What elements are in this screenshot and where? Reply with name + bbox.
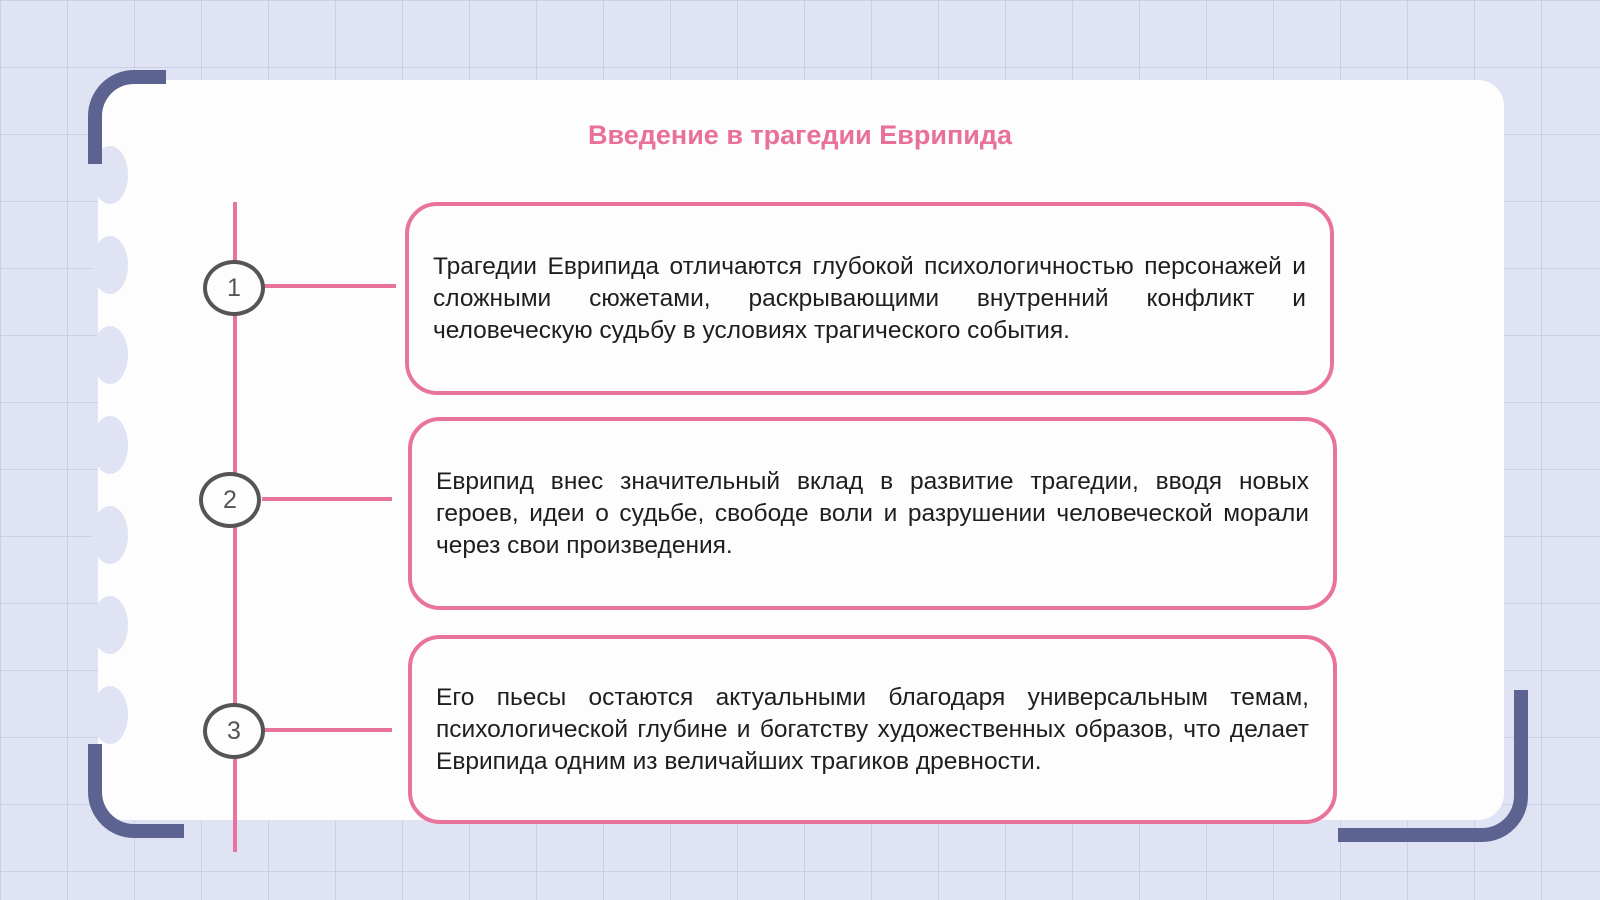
step-card-2	[408, 417, 1337, 610]
timeline-connector-1	[264, 284, 396, 288]
sheet-scallop	[92, 236, 128, 294]
sheet-scallop	[92, 326, 128, 384]
timeline-connector-2	[262, 497, 392, 501]
step-card-text: Еврипид внес значительный вклад в развитие трагедии, вводя новых героев, идеи о судьбе, свободе воли и разрушении человеческой морали через свои произведения.	[436, 467, 1309, 559]
step-number-1: 1	[203, 260, 265, 316]
sheet-scallop	[92, 416, 128, 474]
step-card-3	[408, 635, 1337, 824]
step-card-text: Трагедии Еврипида отличаются глубокой психологичностью персонажей и сложными сюжетами, раскрывающими внутренний конфликт и человеческую судьбу в условиях трагического события.	[433, 252, 1306, 344]
sheet-scallop	[92, 686, 128, 744]
sheet-scallop	[92, 506, 128, 564]
step-number-2: 2	[199, 472, 261, 528]
timeline-connector-3	[264, 728, 392, 732]
step-card-1	[405, 202, 1334, 395]
step-card-text: Его пьесы остаются актуальными благодаря универсальным темам, психологической глубине и богатству художественных образов, что делает Еврипида одним из величайших трагиков древности.	[436, 683, 1309, 775]
sheet-scallop	[92, 596, 128, 654]
step-number-3: 3	[203, 703, 265, 759]
corner-bracket-bottom-left	[88, 744, 184, 838]
slide-title: Введение в трагедии Еврипида	[587, 120, 1013, 150]
corner-bracket-bottom-right	[1338, 690, 1528, 842]
